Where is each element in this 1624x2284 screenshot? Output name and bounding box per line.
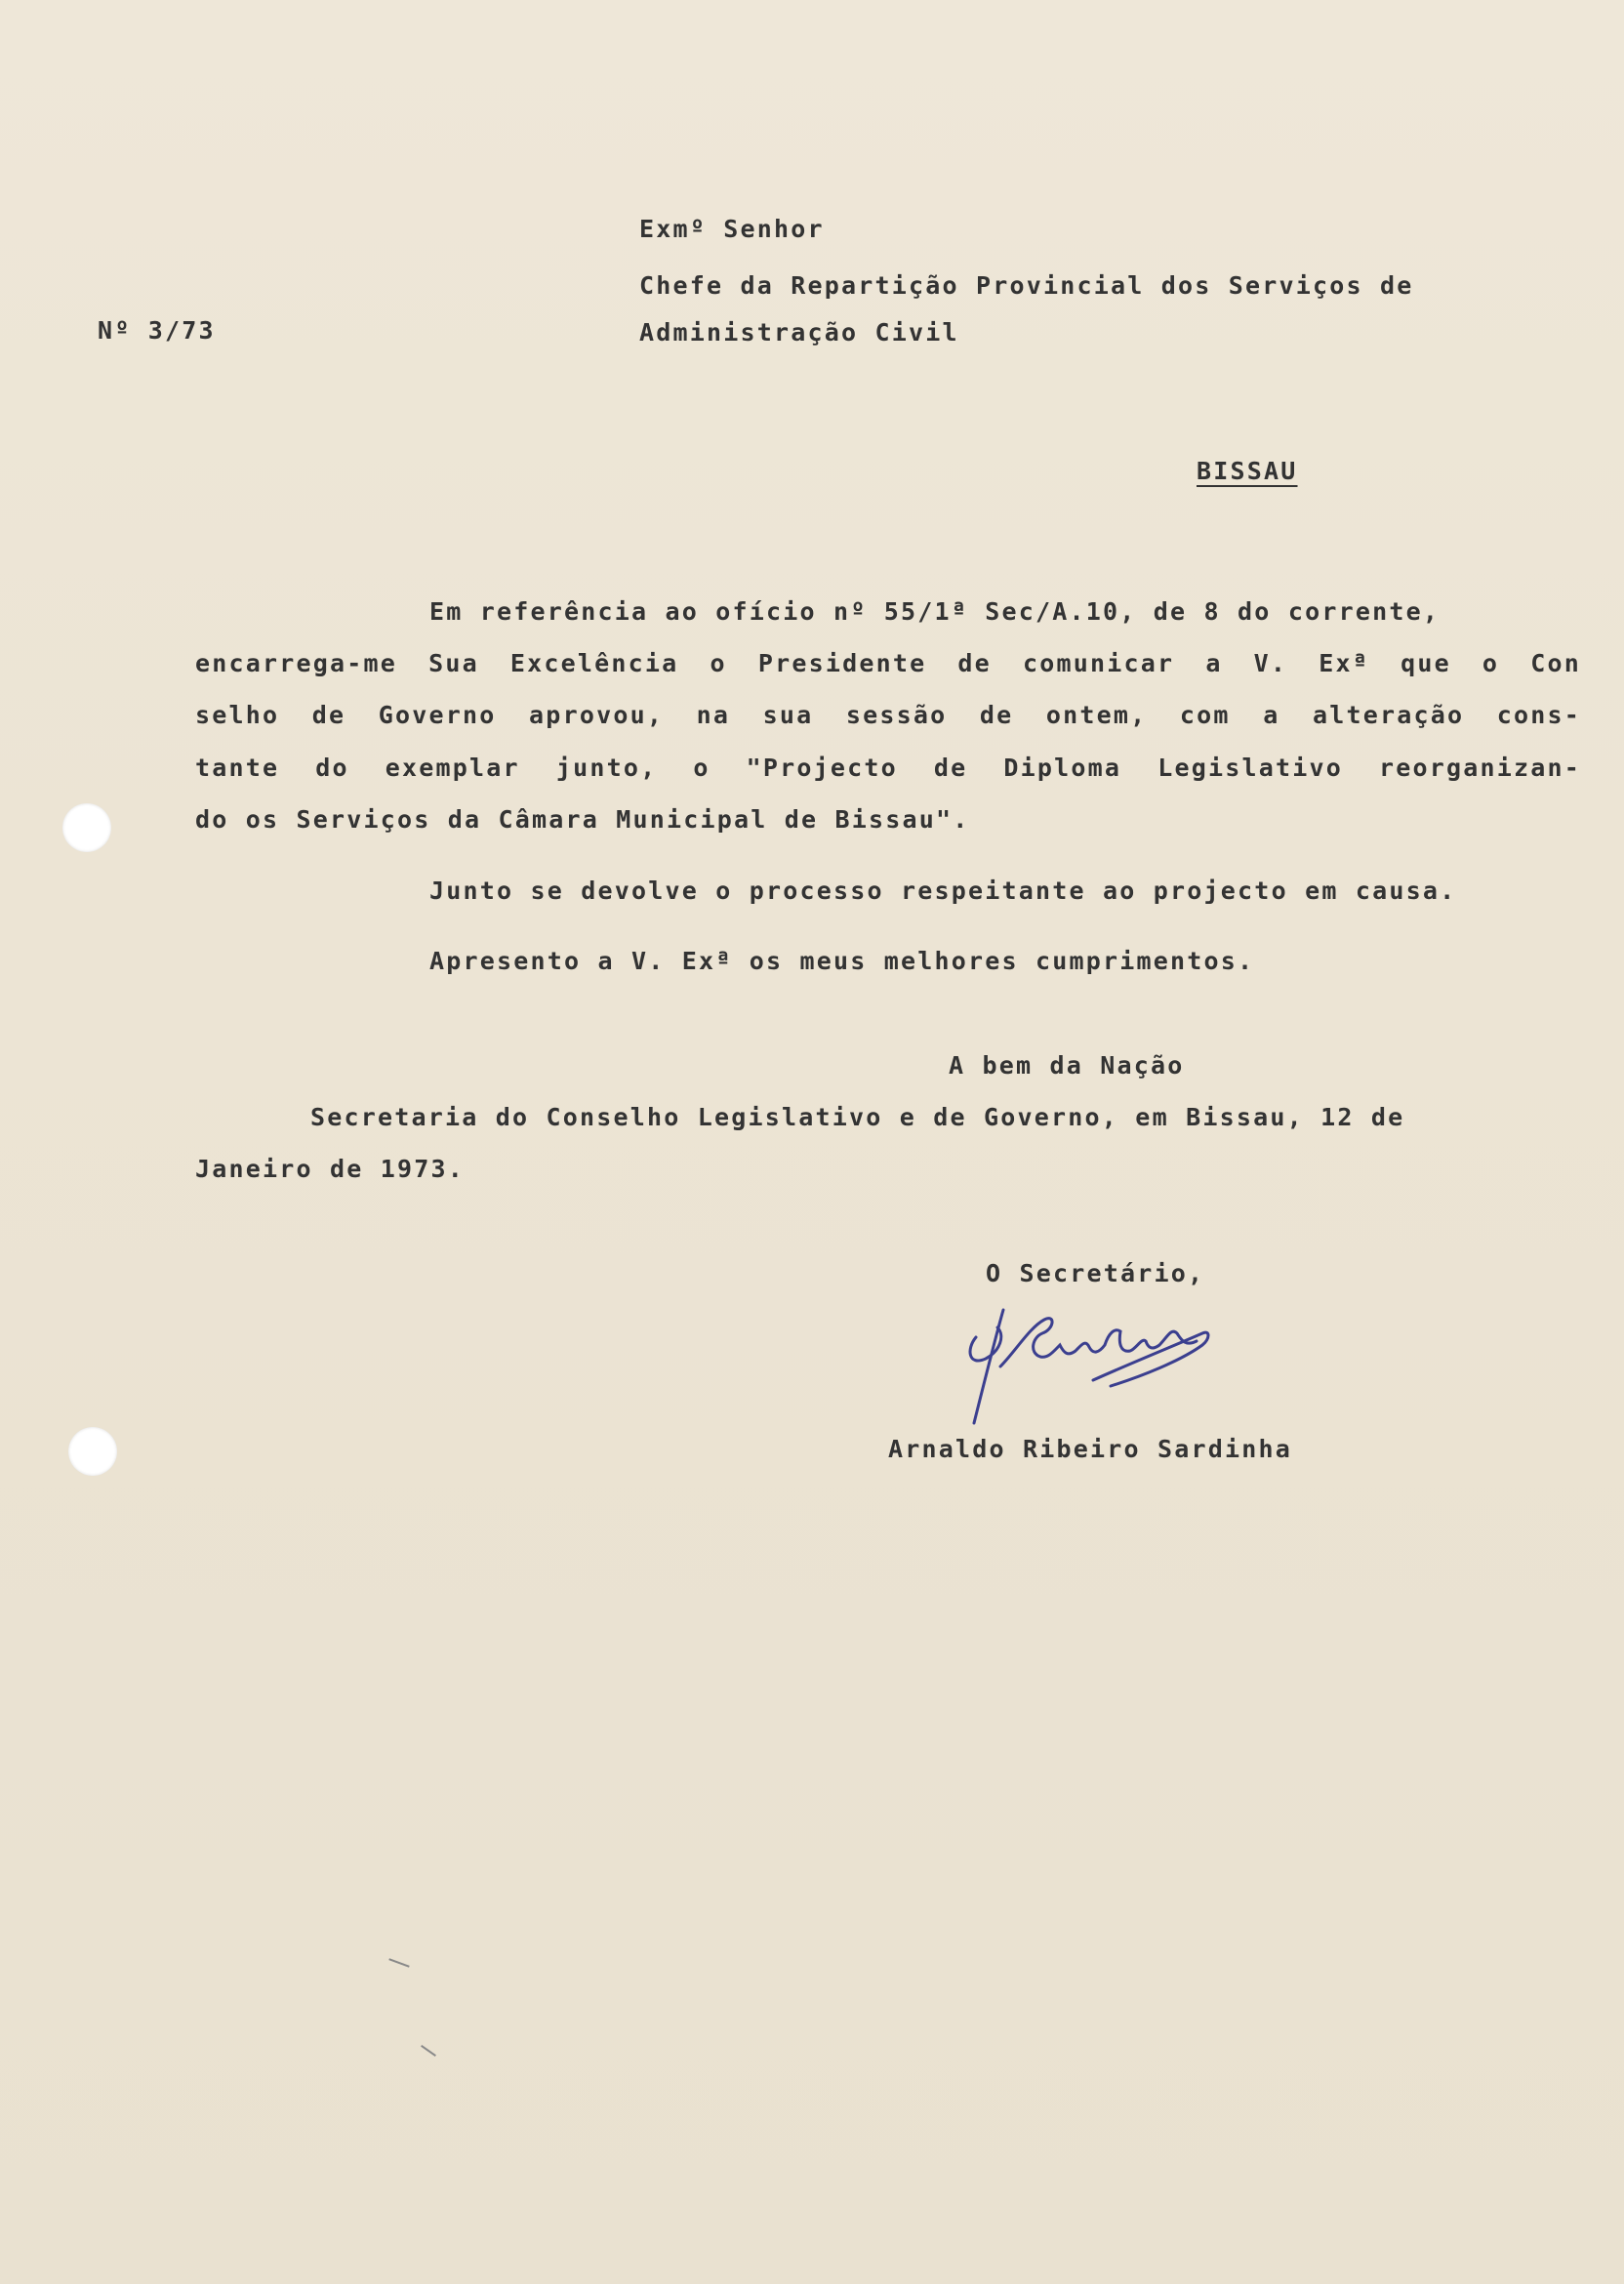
signer-role: O Secretário, (986, 1259, 1205, 1287)
punch-hole-bottom (68, 1427, 117, 1476)
place-date-line-1: Secretaria do Conselho Legislativo e de Governo, em Bissau, 12 de (310, 1103, 1405, 1131)
punch-hole-top (62, 803, 111, 852)
reference-number: Nº 3/73 (98, 316, 216, 345)
addressee-line-2: Administração Civil (639, 318, 959, 347)
paragraph-1-line-1: Em referência ao ofício nº 55/1ª Sec/A.10, de 8 do corrente, (429, 597, 1441, 626)
paragraph-2: Junto se devolve o processo respeitante ao projecto em causa. (429, 877, 1457, 905)
paragraph-1-line-5: do os Serviços da Câmara Municipal de Bissau". (195, 805, 970, 834)
handwritten-signature (947, 1298, 1230, 1435)
paragraph-1-line-4: tante do exemplar junto, o "Projecto de Diploma Legislativo reorganizan- (195, 754, 1581, 782)
addressee-line-1: Chefe da Repartição Provincial dos Serviços de (639, 271, 1414, 300)
paper-mark (421, 2045, 436, 2057)
signatory-name: Arnaldo Ribeiro Sardinha (888, 1435, 1293, 1463)
paper-mark (388, 1958, 409, 1967)
motto: A bem da Nação (949, 1051, 1185, 1080)
place-date-line-2: Janeiro de 1973. (195, 1155, 466, 1183)
paragraph-3: Apresento a V. Exª os meus melhores cumprimentos. (429, 947, 1255, 975)
salutation: Exmº Senhor (639, 215, 825, 243)
paragraph-1-line-2: encarrega-me Sua Excelência o Presidente de comunicar a V. Exª que o Con (195, 649, 1581, 677)
paragraph-1-line-3: selho de Governo aprovou, na sua sessão de ontem, com a alteração cons- (195, 701, 1581, 729)
city-heading: BISSAU (1197, 457, 1298, 485)
